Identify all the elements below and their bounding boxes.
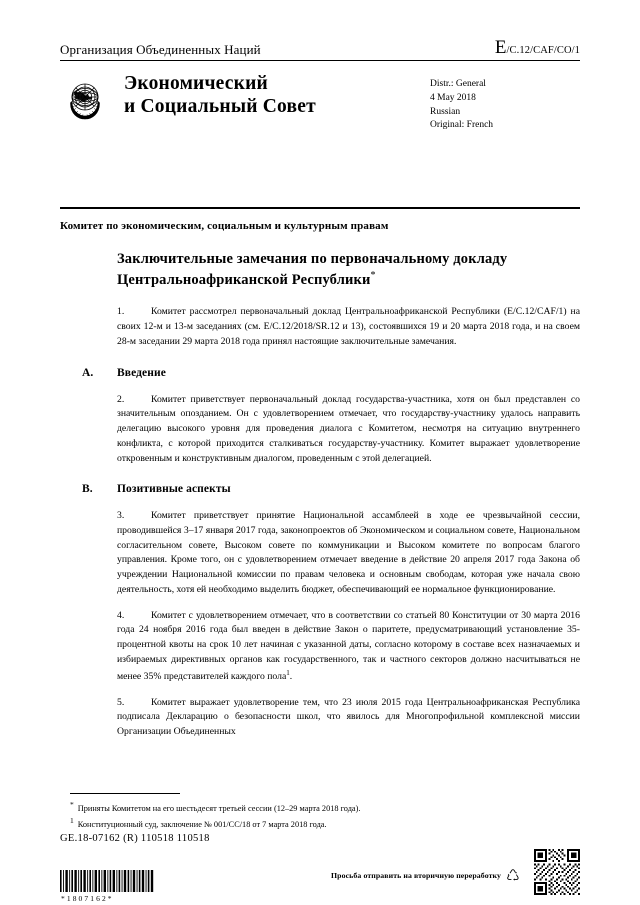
distribution-line: Distr.: General — [430, 79, 486, 89]
masthead-title-line2: и Социальный Совет — [124, 96, 316, 117]
section-title: Позитивные аспекты — [117, 483, 231, 496]
paragraph-2 — [117, 393, 580, 467]
distribution-block — [430, 78, 580, 133]
footnote-mark: 1 — [70, 816, 74, 826]
footnote-item — [70, 799, 540, 815]
paragraph-text: Комитет выражает удовлетворение тем, что 23 июля 2015 года Центральноафриканская Республика подписала Декларацию о безопасности школ, что явилось для Многопрофильной комплексной миссии Организации Объединенных — [117, 696, 580, 738]
document-footer — [60, 833, 580, 903]
organization-name: Организация Объединенных Наций — [60, 42, 261, 57]
recycle-text: Просьба отправить на вторичную переработку — [331, 870, 501, 880]
section-letter: B. — [82, 483, 93, 496]
footnote-reference: 1 — [286, 668, 290, 677]
footnotes-block — [60, 793, 540, 831]
spacer — [60, 290, 580, 305]
document-body — [60, 250, 580, 740]
header-divider — [60, 60, 580, 61]
qr-code-icon — [534, 849, 580, 900]
document-symbol-suffix: /C.12/CAF/CO/1 — [506, 45, 580, 56]
un-emblem-icon — [60, 74, 110, 124]
page-title-text: Заключительные замечания по первоначальному докладу Центральноафриканской Республики — [117, 251, 508, 289]
section-heading-a — [82, 367, 580, 379]
footer-row — [60, 849, 580, 903]
footnote-item — [70, 815, 540, 831]
footnote-separator — [70, 793, 180, 794]
page-title — [117, 250, 517, 290]
paragraph-number: 3. — [117, 510, 125, 522]
paragraph-4 — [117, 609, 580, 685]
paragraph-number: 2. — [117, 393, 125, 405]
footnote-text: Конституционный суд, заключение № 001/CC/18 от 7 марта 2018 года. — [77, 819, 327, 829]
paragraph-1 — [117, 305, 580, 349]
paragraph-text-tail: . — [289, 670, 293, 682]
paragraph-text: Комитет рассмотрел первоначальный доклад Центральноафриканской Республики (E/C.12/CAF/1) на своих 12-м и 13-м заседаниях (см. E/C.12/2018/SR.12 и 13), состоявшихся 19 и 20 марта 2018 года, и на своем 28-м заседании 29 марта 2018 года принял настоящие заключительные замечания. — [117, 306, 580, 347]
spacer — [60, 598, 580, 609]
header-top-row — [60, 38, 580, 60]
masthead-divider-wrap — [60, 207, 580, 209]
footnote-mark: * — [70, 800, 74, 809]
distribution-date: 4 May 2018 — [430, 92, 476, 103]
masthead — [60, 72, 580, 133]
barcode-block — [60, 870, 155, 903]
paragraph-text: Комитет приветствует принятие Национальной ассамблеей в ходе ее чрезвычайной сессии, проводившейся 3–17 января 2017 года, законопроектов об Экономическом и социальном совете, Национальном согласительном совете, Высоком совете по коммуникации и Высоком комитете по вопросам благого управления. Кроме того, он с удовлетворением отмечает введение в действие 20 апреля 2017 года Закона об учреждении Национальной комиссии по правам человека и основным свободам, которая уже начала свою деятельность, хотя ей необходимо выделить бюджет, обеспечивающий ее нормальное функционирование. — [117, 510, 580, 595]
recycle-notice — [331, 849, 580, 901]
document-number: GE.18-07162 (R) 110518 110518 — [60, 833, 210, 844]
masthead-divider — [60, 207, 580, 209]
paragraph-text: Комитет приветствует первоначальный доклад государства-участника, хотя он был представлен со значительным опозданием. Он с удовлетворением отмечает, что государству-участнику удалось направить делегацию высокого уровня для проведения диалога с Комитетом, несмотря на ситуацию внутреннего конфликта, с которой приходится сталкиваться государству-участнику. Комитет выражает удовлетворение откровенным и конструктивным диалогом, проведенным с этой делегацией. — [117, 393, 580, 464]
section-title: Введение — [117, 366, 166, 379]
paragraph-number: 4. — [117, 609, 125, 621]
title-footnote-mark: * — [370, 270, 376, 282]
committee-name: Комитет по экономическим, социальным и культурным правам — [60, 220, 389, 232]
barcode-icon — [60, 870, 155, 892]
distribution-language: Russian — [430, 106, 461, 117]
paragraph-text: Комитет с удовлетворением отмечает, что в соответствии со статьей 80 Конституции от 30 марта 2016 года 24 ноября 2016 года был введен в действие Закон о паритете, предусматривающий установление 35-процентной квоты на срок 10 лет начиная с указанной даты, согласно которому в составе всех назначаемых и избираемых директивных органов как государственного, так и частного секторов должно насчитываться не менее 35% представителей каждого пола — [117, 609, 580, 682]
masthead-title-line1: Экономический — [124, 73, 268, 94]
spacer — [60, 685, 580, 696]
paragraph-number: 1. — [117, 306, 125, 318]
paragraph-number: 5. — [117, 696, 125, 708]
section-heading-b — [82, 483, 580, 495]
footnote-text: Приняты Комитетом на его шестьдесят третьей сессии (12–29 марта 2018 года). — [77, 803, 361, 813]
masthead-title — [124, 72, 422, 118]
distribution-original: Original: French — [430, 120, 494, 131]
paragraph-5 — [117, 696, 580, 740]
recycle-icon — [505, 867, 521, 883]
barcode-digits: *1807162* — [61, 894, 114, 903]
document-header — [60, 38, 580, 133]
section-letter: A. — [82, 366, 94, 379]
paragraph-3 — [117, 509, 580, 597]
document-symbol-prefix: E — [494, 37, 507, 58]
document-symbol — [495, 38, 580, 58]
